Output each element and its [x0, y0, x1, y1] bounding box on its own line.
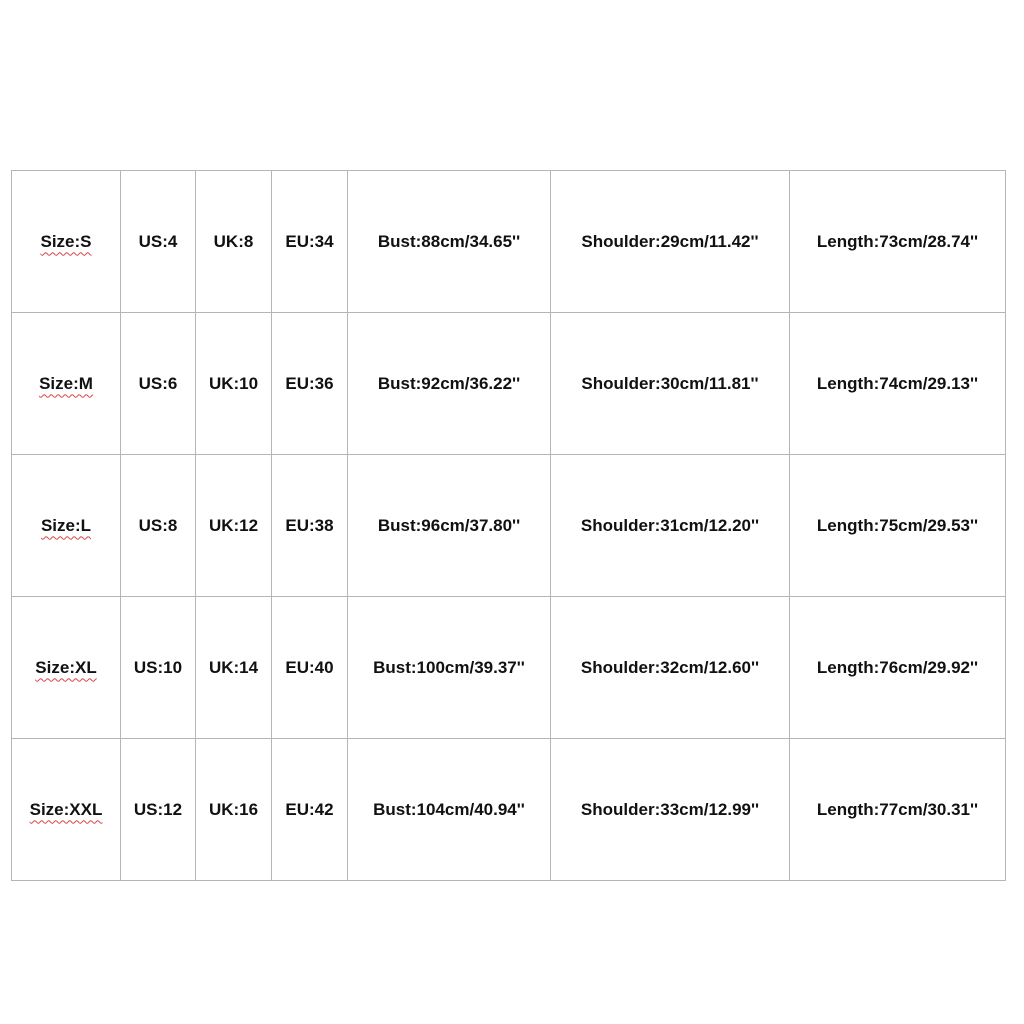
uk-size-cell: UK:8 — [196, 171, 272, 313]
table-row — [12, 171, 1006, 313]
bust-cell: Bust:104cm/40.94'' — [348, 739, 551, 881]
length-cell: Length:77cm/30.31'' — [790, 739, 1006, 881]
shoulder-cell: Shoulder:33cm/12.99'' — [551, 739, 790, 881]
shoulder-cell: Shoulder:31cm/12.20'' — [551, 455, 790, 597]
eu-size-cell: EU:42 — [272, 739, 348, 881]
table-row — [12, 739, 1006, 881]
table-row — [12, 313, 1006, 455]
uk-size-cell: UK:10 — [196, 313, 272, 455]
us-size-cell: US:6 — [121, 313, 196, 455]
length-cell: Length:75cm/29.53'' — [790, 455, 1006, 597]
table-row — [12, 597, 1006, 739]
eu-size-cell: EU:40 — [272, 597, 348, 739]
size-chart-table — [11, 170, 1006, 881]
eu-size-cell: EU:38 — [272, 455, 348, 597]
uk-size-cell: UK:16 — [196, 739, 272, 881]
bust-cell: Bust:96cm/37.80'' — [348, 455, 551, 597]
us-size-cell: US:4 — [121, 171, 196, 313]
size-label: Size:M — [39, 373, 93, 393]
length-cell: Length:73cm/28.74'' — [790, 171, 1006, 313]
size-label: Size:XL — [35, 657, 97, 677]
eu-size-cell: EU:34 — [272, 171, 348, 313]
table-row — [12, 455, 1006, 597]
shoulder-cell: Shoulder:30cm/11.81'' — [551, 313, 790, 455]
shoulder-cell: Shoulder:29cm/11.42'' — [551, 171, 790, 313]
eu-size-cell: EU:36 — [272, 313, 348, 455]
size-cell — [12, 455, 121, 597]
size-label: Size:L — [40, 515, 92, 535]
bust-cell: Bust:88cm/34.65'' — [348, 171, 551, 313]
bust-cell: Bust:92cm/36.22'' — [348, 313, 551, 455]
bust-cell: Bust:100cm/39.37'' — [348, 597, 551, 739]
size-cell — [12, 597, 121, 739]
size-cell — [12, 739, 121, 881]
shoulder-cell: Shoulder:32cm/12.60'' — [551, 597, 790, 739]
size-label: Size:S — [40, 231, 92, 251]
length-cell: Length:74cm/29.13'' — [790, 313, 1006, 455]
us-size-cell: US:12 — [121, 739, 196, 881]
us-size-cell: US:8 — [121, 455, 196, 597]
length-cell: Length:76cm/29.92'' — [790, 597, 1006, 739]
size-cell — [12, 171, 121, 313]
us-size-cell: US:10 — [121, 597, 196, 739]
uk-size-cell: UK:14 — [196, 597, 272, 739]
size-cell — [12, 313, 121, 455]
size-label: Size:XXL — [29, 799, 103, 819]
uk-size-cell: UK:12 — [196, 455, 272, 597]
